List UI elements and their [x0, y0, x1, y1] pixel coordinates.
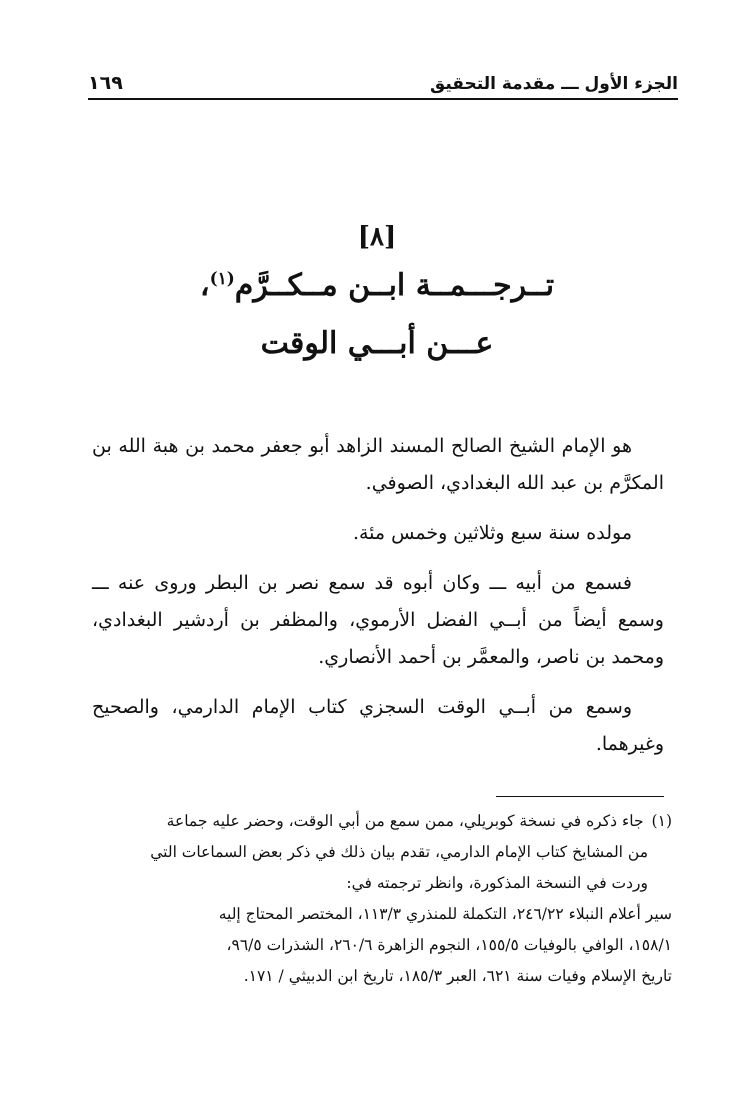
chapter-title-line-2: عـــن أبـــي الوقت [260, 326, 494, 361]
page-number: ١٦٩ [88, 72, 123, 94]
section-number: [٨] [357, 222, 397, 252]
body-paragraph: فسمع من أبيه ـــ وكان أبوه قد سمع نصر بن البطر وروى عنه ـــ وسمع أيضاً من أبــي الفضل الأرموي، والمظفر بن أردشير البغدادي، ومحمد بن ناصر، والمعمَّر بن أحمد الأنصاري. [92, 572, 664, 668]
footnote-line: ١٥٨/١، الوافي بالوفيات ١٥٥/٥، النجوم الزاهرة ٢٦٠/٦، الشذرات ٩٦/٥، [226, 936, 672, 954]
running-header [88, 66, 678, 100]
footnote-line: وردت في النسخة المذكورة، وانظر ترجمته في: [346, 874, 648, 892]
footnote-line [92, 806, 672, 837]
body-paragraph: وسمع من أبــي الوقت السجزي كتاب الإمام الدارمي، والصحيح وغيرهما. [92, 696, 664, 755]
body-text [92, 428, 664, 776]
footnote-separator [496, 796, 664, 797]
body-paragraph: مولده سنة سبع وثلاثين وخمس مئة. [352, 522, 632, 544]
chapter-title-suffix: ، [199, 268, 210, 303]
header-title: الجزء الأول ـــ مقدمة التحقيق [430, 74, 678, 94]
footnote-line-text: جاء ذكره في نسخة كوبريلي، ممن سمع من أبي الوقت، وحضر عليه جماعة [166, 812, 644, 830]
footnote-line: من المشايخ كتاب الإمام الدارمي، تقدم بيان ذلك في ذكر بعض السماعات التي [150, 843, 648, 861]
footnote-line: تاريخ الإسلام وفيات سنة ٦٢١، العبر ١٨٥/٣، تاريخ ابن الدبيثي / ١٧١. [243, 967, 672, 985]
footnote-marker: (١) [651, 812, 672, 830]
chapter-title-text: تــرجـــمــة ابــن مــكــرَّم [234, 268, 555, 303]
body-paragraph: هو الإمام الشيخ الصالح المسند الزاهد أبو جعفر محمد بن هبة الله بن المكرَّم بن عبد الله البغدادي، الصوفي. [92, 435, 664, 494]
footnote-block [92, 806, 672, 992]
footnote-line: سير أعلام النبلاء ٢٤٦/٢٢، التكملة للمنذري ١١٣/٣، المختصر المحتاج إليه [218, 905, 672, 923]
footnote-reference[interactable]: (١) [209, 269, 235, 289]
chapter-title-line-1 [0, 268, 754, 303]
